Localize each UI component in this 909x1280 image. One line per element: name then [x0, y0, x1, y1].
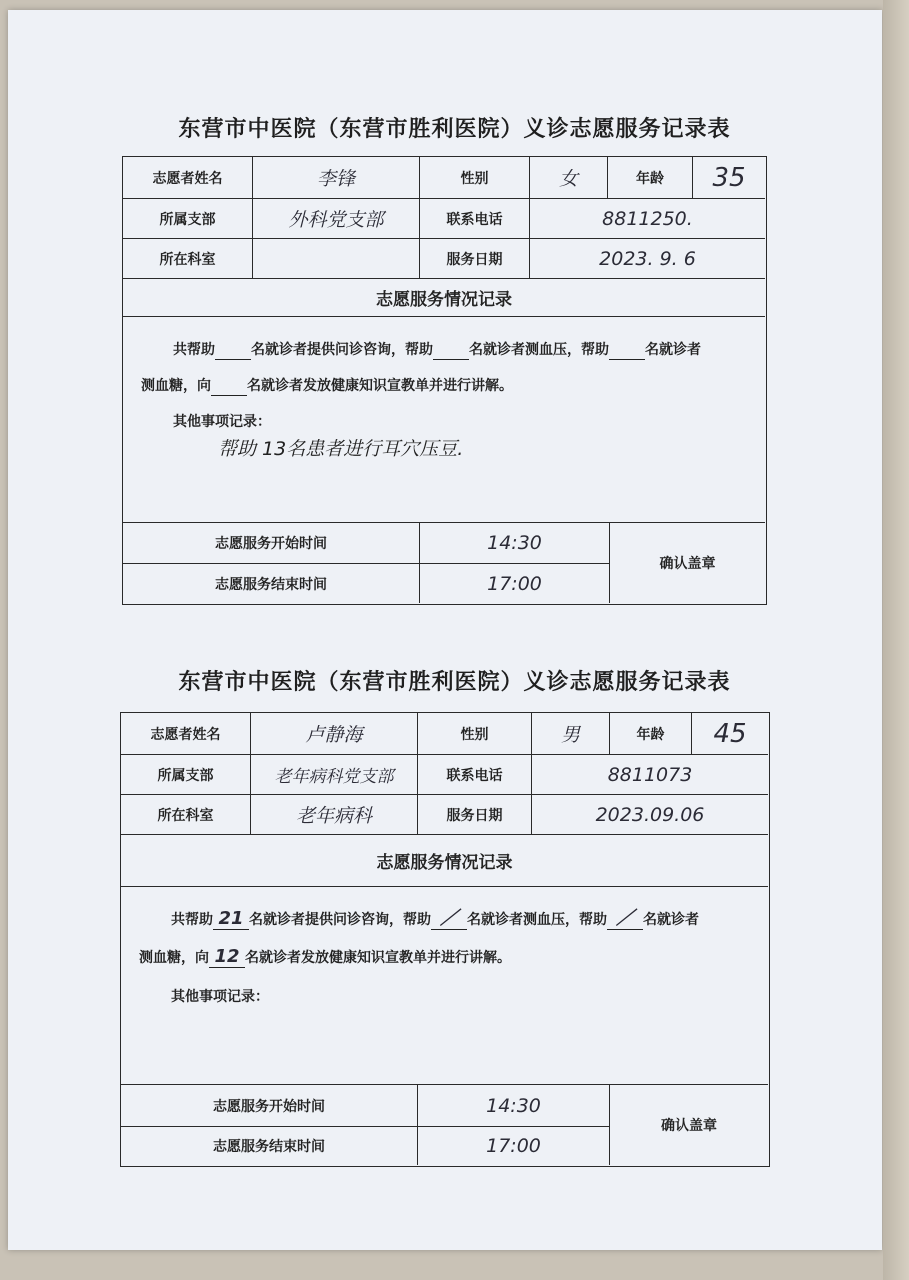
other-value: 帮助 13名患者进行耳穴压豆.: [218, 438, 464, 460]
value-name: 卢静海: [251, 713, 418, 755]
value-gender: 男: [532, 713, 610, 755]
record-line-1: 共帮助 21 名就诊者提供问诊咨询，帮助 ／ 名就诊者测血压，帮助 ／ 名就诊者: [171, 908, 699, 929]
label-department: 所在科室: [121, 795, 251, 835]
label-start-time: 志愿服务开始时间: [123, 523, 420, 564]
confirm-seal: 确认盖章: [661, 1118, 717, 1134]
label-age: 年龄: [610, 713, 692, 755]
value-end-time: 17:00: [418, 1127, 610, 1165]
label-department: 所在科室: [123, 239, 253, 279]
label-start-time: 志愿服务开始时间: [121, 1085, 418, 1127]
value-start-time: 14:30: [418, 1085, 610, 1127]
value-gender: 女: [530, 157, 608, 199]
value-end-time: 17:00: [420, 564, 610, 603]
record-line-2: 测血糖，向 12 名就诊者发放健康知识宣教单并进行讲解。: [139, 946, 511, 967]
blank-consult: 21: [213, 909, 249, 930]
label-branch: 所属支部: [123, 199, 253, 239]
label-phone: 联系电话: [418, 755, 532, 795]
label-end-time: 志愿服务结束时间: [123, 564, 420, 603]
record-line-1: 共帮助 名就诊者提供问诊咨询，帮助 名就诊者测血压，帮助 名就诊者: [173, 339, 701, 360]
value-branch: 外科党支部: [253, 199, 420, 239]
record-body: [121, 887, 768, 1085]
value-date: 2023. 9. 6: [530, 239, 765, 279]
blank-edu: 12: [209, 947, 245, 968]
confirm-seal: 确认盖章: [659, 556, 716, 572]
label-name: 志愿者姓名: [121, 713, 251, 755]
blank-bg: ／: [607, 909, 643, 930]
label-date: 服务日期: [420, 239, 530, 279]
value-department: 老年病科: [251, 795, 418, 835]
form-title: 东营市中医院（东营市胜利医院）义诊志愿服务记录表: [178, 116, 731, 142]
other-label: 其他事项记录：: [171, 989, 269, 1005]
value-age: 35: [693, 157, 765, 199]
label-name: 志愿者姓名: [123, 157, 253, 199]
label-gender: 性别: [420, 157, 530, 199]
value-phone: 8811250.: [530, 199, 765, 239]
record-line-2: 测血糖，向 名就诊者发放健康知识宣教单并进行讲解。: [141, 375, 513, 396]
other-label: 其他事项记录：: [173, 414, 271, 430]
label-gender: 性别: [418, 713, 532, 755]
label-date: 服务日期: [418, 795, 532, 835]
label-end-time: 志愿服务结束时间: [121, 1127, 418, 1165]
record-header: 志愿服务情况记录: [121, 835, 768, 887]
value-date: 2023.09.06: [532, 795, 768, 835]
record-header: 志愿服务情况记录: [123, 279, 765, 317]
value-phone: 8811073: [532, 755, 768, 795]
value-branch: 老年病科党支部: [251, 755, 418, 795]
form-title: 东营市中医院（东营市胜利医院）义诊志愿服务记录表: [178, 669, 731, 695]
form-grid: [120, 712, 770, 1167]
blank-bp: ／: [431, 909, 467, 930]
label-age: 年龄: [608, 157, 693, 199]
label-branch: 所属支部: [121, 755, 251, 795]
value-age: 45: [692, 713, 768, 755]
value-start-time: 14:30: [420, 523, 610, 564]
value-name: 李锋: [253, 157, 420, 199]
label-phone: 联系电话: [420, 199, 530, 239]
